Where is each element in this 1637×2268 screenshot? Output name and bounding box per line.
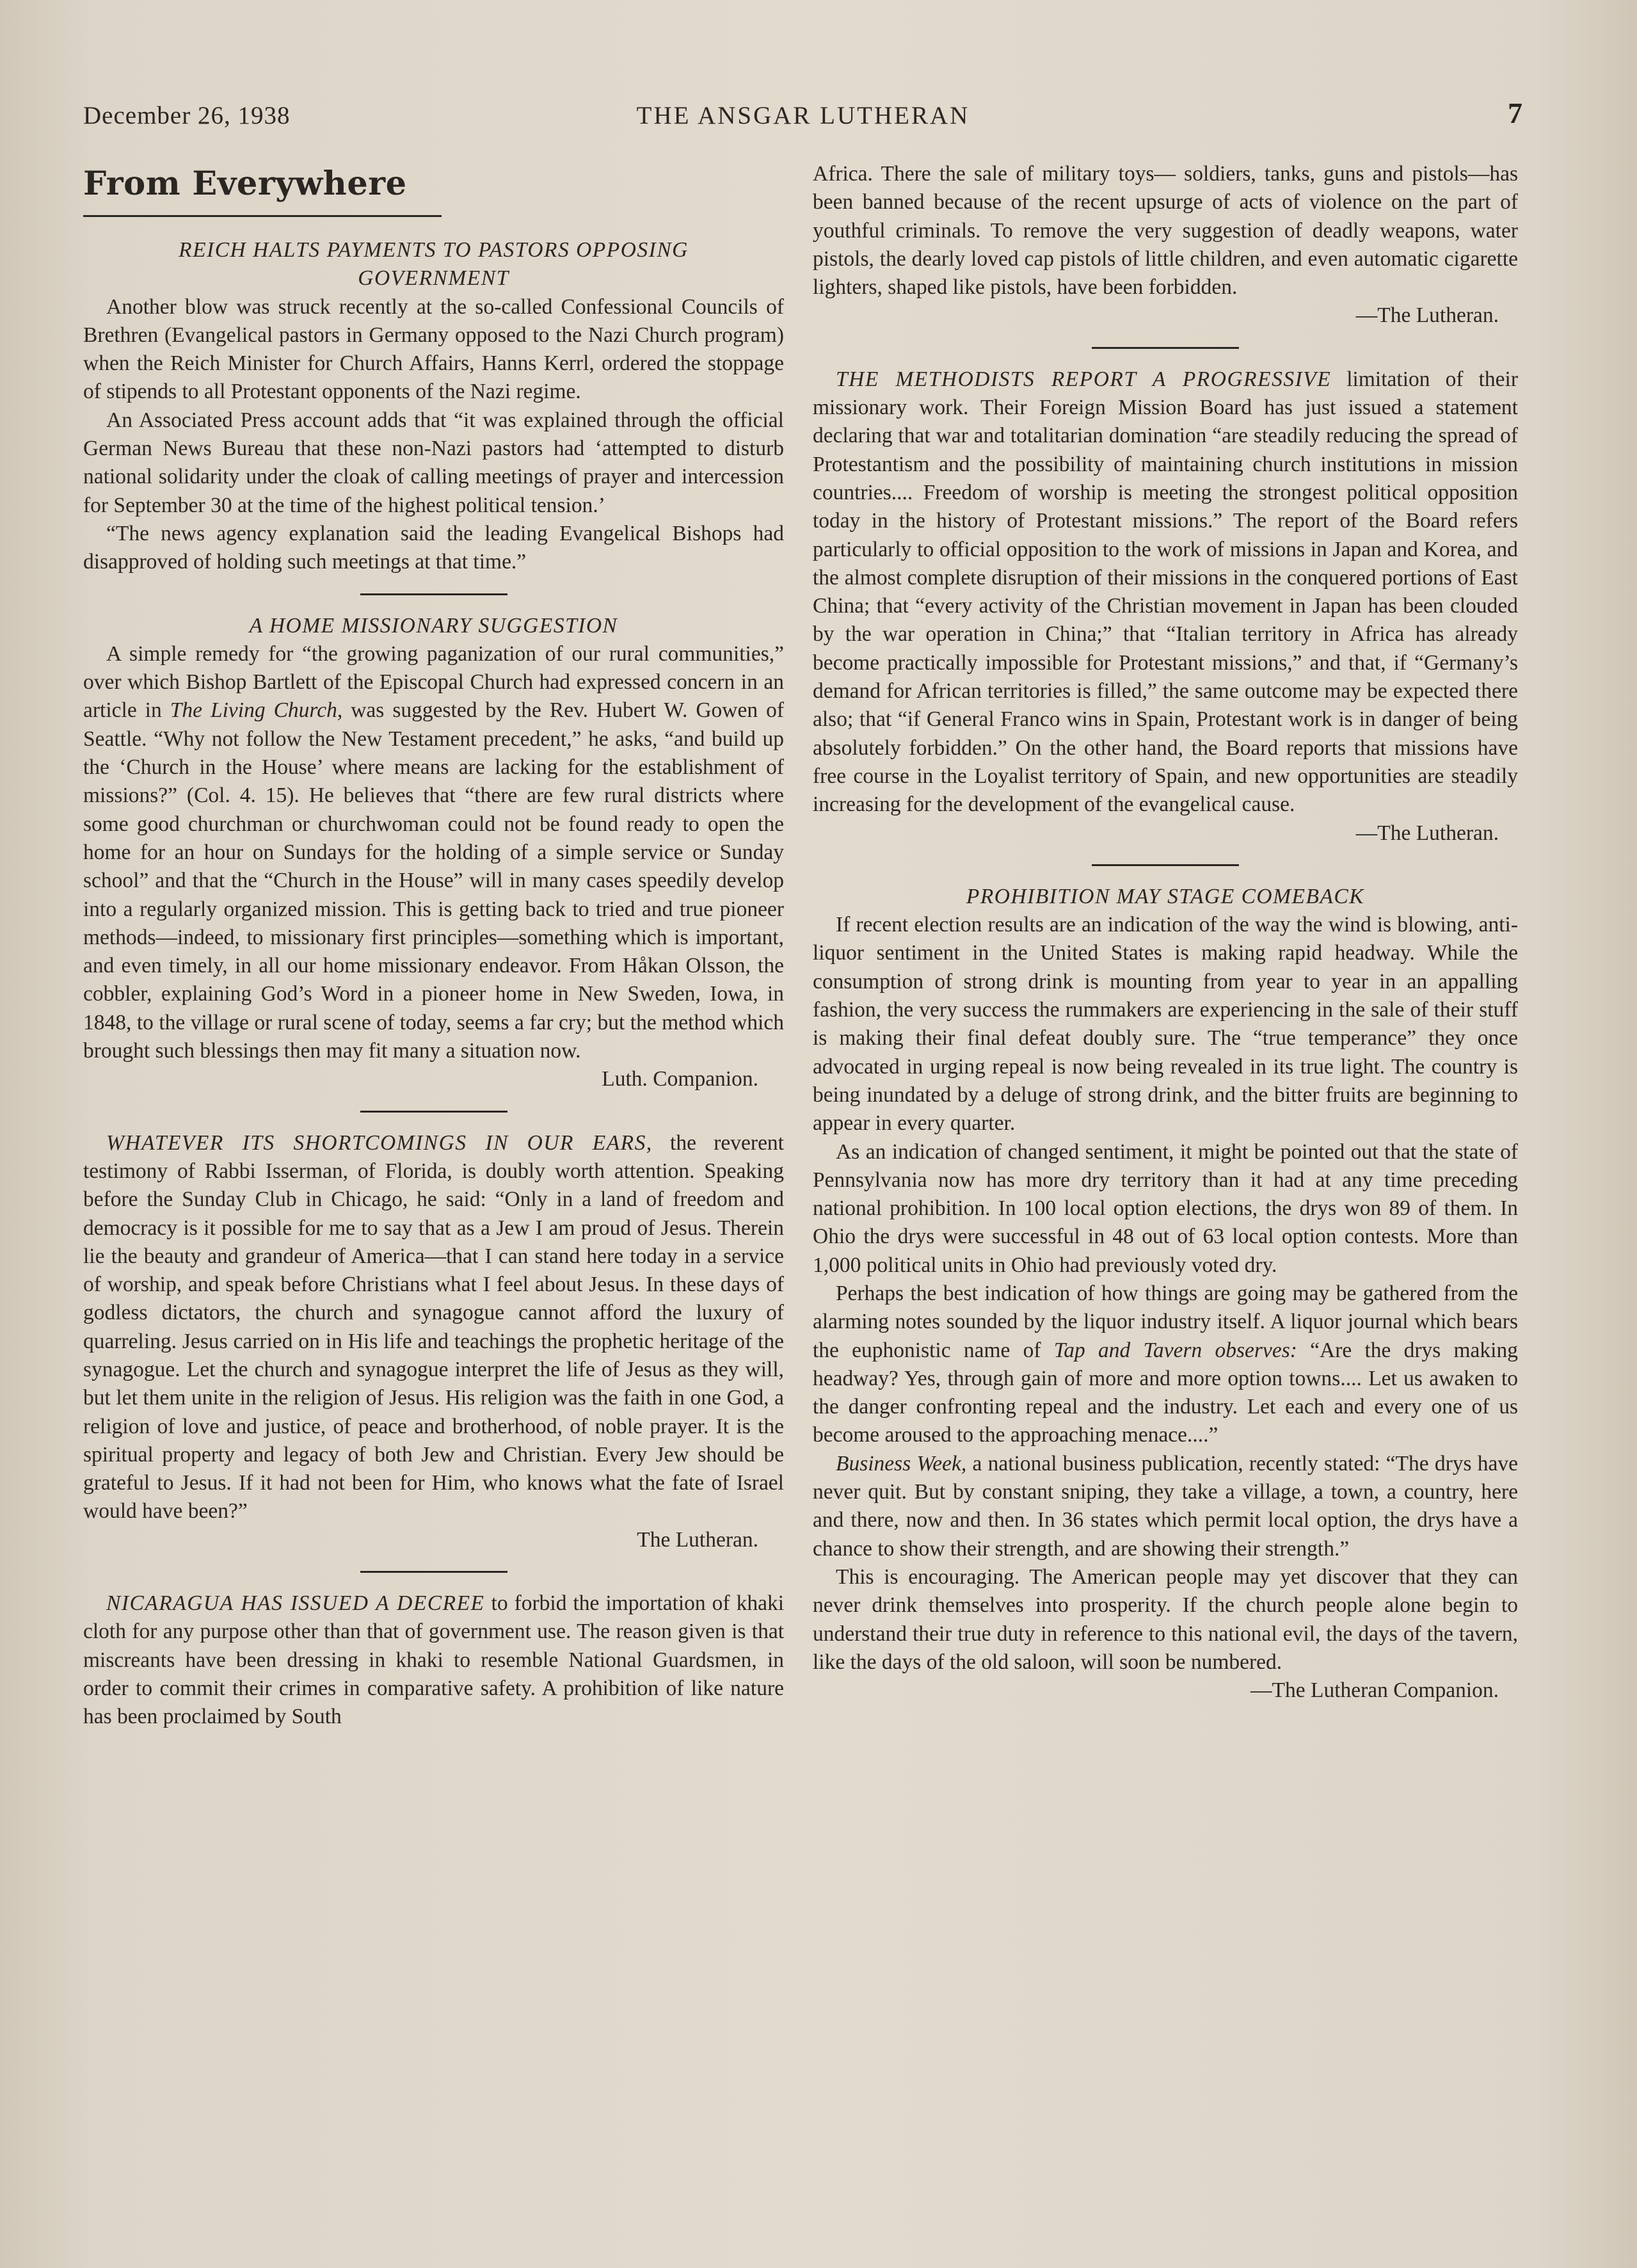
article-credit: Luth. Companion. [602,1067,758,1091]
article-prohibition [813,883,1518,1705]
headline-line-1: REICH HALTS PAYMENTS TO PASTORS OPPOSING [179,238,689,262]
section-divider [360,1571,507,1573]
article-paragraph [813,1450,1518,1563]
publication-name: THE ANSGAR LUTHERAN [636,102,970,129]
section-divider [1092,347,1239,349]
article-credit: —The Lutheran Companion. [1250,1678,1499,1703]
text-run: the reverent testimony of Rabbi Isserman, of Florida, is doubly worth attention. Speaking before the Sunday Club in Chicago, he said: “Only in a land of freedom and democracy is it possible for me to say that as a Jew I am proud of Jesus. Therein lie the beauty and grandeur of America—that I can stand here today in a service of worship, and speak before Christians what I feel about Jesus. In these days of godless dictators, the church and synagogue cannot afford the luxury of quarreling. Jesus carried on in His life and teachings the prophetic heritage of the synagogue. Let the church and synagogue interpret the life of Jesus as they will, but let them unite in the religion of Jesus. His religion was the faith in one God, a religion of love and justice, of peace and brotherhood, of noble prayer. It is the spiritual property and legacy of both Jew and Christian. Every Jew should be grateful to Jesus. If it had not been for Him, who knows what the fate of Israel would have been?” [83,1130,784,1524]
article-nicaragua [83,1589,784,1731]
article-credit: —The Lutheran. [1355,303,1499,328]
section-divider [360,1111,507,1113]
article-headline: A HOME MISSIONARY SUGGESTION [249,613,618,638]
article-lead: NICARAGUA HAS ISSUED A DECREE [106,1591,485,1616]
text-run: was suggested by the Rev. Hubert W. Gowen of Seattle. “Why not follow the New Testament precedent,” he asks, “and build up the ‘Church in the House’ where means are lacking for the establishment of missions?” (Col. 4. 15). He believes that “there are few rural districts where some good churchman or churchwoman could not be found ready to open the home for an hour on Sundays for the holding of a simple service or Sunday school” and that the “Church in the House” will in many cases speedily develop into a regularly organized mission. This is getting back to tried and true pioneer methods—indeed, to missionary first principles—something which is important, and even timely, in all our home missionary endeavor. From Håkan Olsson, the cobbler, explaining God’s Word in a pioneer home in New Sweden, Iowa, in 1848, to the village or rural scene of today, seems a far cry; but the method which brought such blessings then may fit many a situation now. [83,698,784,1063]
issue-date: December 26, 1938 [83,102,291,129]
article-credit: The Lutheran. [637,1527,758,1552]
article-paragraph: If recent election results are an indication of the way the wind is blowing, anti-liquor sentiment in the United States is making rapid headway. While the consumption of strong drink is mounting from year to year in an appalling fashion, the very success the rummakers are experiencing in the sale of their stuff is making their final defeat doubly sure. The “true temperance” they once advocated in urging repeal is now being revealed in its true light. The country is being inundated by a deluge of strong drink, and the bitter fruits are beginning to appear in every quarter. [813,913,1518,1136]
section-divider [360,593,507,595]
italic-title: The Living Church, [170,698,343,723]
article-headline [83,236,784,293]
article-nicaragua-continued [813,160,1518,330]
article-paragraph: As an indication of changed sentiment, it might be pointed out that the state of Pennsylvania now has more dry territory than it had at any time preceding national prohibition. In 100 local option elections, the drys won 89 of them. In Ohio the drys were successful in 48 out of 63 local option contests. More than 1,000 political units in Ohio had previously voted dry. [813,1139,1518,1277]
article-methodists [813,366,1518,848]
article-rabbi [83,1129,784,1554]
article-paragraph: This is encouraging. The American people may yet discover that they can never drink themselves into prosperity. If the church people alone begin to understand their true duty in reference to this national evil, the days of the tavern, like the days of the old saloon, will soon be numbered. [813,1564,1518,1674]
article-paragraph: Another blow was struck recently at the so-called Confessional Councils of Brethren (Evangelical pastors in Germany opposed to the Nazi Church program) when the Reich Minister for Church Affairs, Hanns Kerrl, ordered the stoppage of stipends to all Protestant opponents of the Nazi regime. [83,294,784,404]
article-paragraph: Africa. There the sale of military toys— soldiers, tanks, guns and pistols—has been banned because of the recent upsurge of acts of violence on the part of youthful criminals. To remove the very suggestion of deadly weapons, water pistols, the dearly loved cap pistols of little children, and even automatic cigarette lighters, shaped like pistols, have been forbidden. [813,162,1518,300]
article-paragraph [83,640,784,1065]
text-run: a national business publication, recently stated: “The drys have never quit. But by constant sniping, they take a village, a town, a country, here and there, now and then. In 36 states which permit local option, the drys have a chance to show their strength, and are showing their strength.” [813,1451,1518,1561]
article-paragraph [83,1589,784,1731]
article-home-missionary [83,612,784,1094]
right-column [813,160,1518,2144]
article-headline: PROHIBITION MAY STAGE COMEBACK [966,884,1365,908]
article-paragraph: An Associated Press account adds that “it was explained through the official German News Bureau that these non-Nazi pastors had ‘attempted to disturb national solidarity under the cloak of calling meetings of prayer and intercession for September 30 at the time of the highest political tension.’ [83,408,784,517]
text-run: limitation of their missionary work. Their Foreign Mission Board has just issued a statement declaring that war and totalitarian domination “are steadily reducing the spread of Protestantism and the possibility of maintaining church institutions in mission countries.... Freedom of worship is meeting the strongest political opposition today in the history of Protestant missions.” The report of the Board refers particularly to official opposition to the work of missions in Japan and Korea, and the almost complete disruption of their missions in the conquered portions of East China; that “every activity of the Christian movement in Japan has been clouded by the war operation in China;” that “Italian territory in Africa has already become practically impossible for Protestant missions,” and that, if “Germany’s demand for African territories is filled,” the same outcome may be expected there also; that “if General Franco wins in Spain, Protestant work is in danger of being absolutely forbidden.” On the other hand, the Board reports that missions have free course in the Loyalist territory of Spain, and new opportunities are steadily increasing for the development of the evangelical cause. [813,367,1518,817]
section-title: From Everywhere [83,164,442,217]
italic-title: Business Week, [836,1451,967,1476]
section-divider [1092,864,1239,866]
text-run: to forbid the importation of khaki cloth for any purpose other than that of government use. The reason given is that miscreants have been dressing in khaki to resemble National Guardsmen, in order to commit their crimes in comparative safety. A prohibition of like nature has been proclaimed by South [83,1591,784,1729]
text-run: “Are the drys making headway? Yes, through gain of more and more option towns.... Let us awaken to the danger confronting repeal and the industry. Let each and every one of us become aroused to the approaching menace....” [813,1338,1518,1447]
left-column [83,160,784,2144]
article-credit: —The Lutheran. [1355,821,1499,845]
text-run: Perhaps the best indication of how things are going may be gathered from the alarming notes sounded by the liquor industry itself. A liquor journal which bears the euphonistic name of [813,1281,1518,1362]
text-run: A simple remedy for “the growing paganization of our rural communities,” over which Bishop Bartlett of the Episcopal Church had expressed concern in an article in [83,641,784,723]
article-lead: WHATEVER ITS SHORTCOMINGS IN OUR EARS, [106,1130,653,1155]
headline-line-2: GOVERNMENT [358,266,509,291]
page-number: 7 [1508,97,1523,129]
italic-title: Tap and Tavern observes: [1053,1338,1297,1362]
page-header [83,96,1523,141]
article-paragraph [813,1280,1518,1450]
article-paragraph: “The news agency explanation said the leading Evangelical Bishops had disapproved of holding such meetings at that time.” [83,521,784,574]
article-reich [83,236,784,577]
article-paragraph [813,366,1518,819]
article-lead: THE METHODISTS REPORT A PROGRESSIVE [836,367,1332,391]
article-paragraph [83,1129,784,1526]
